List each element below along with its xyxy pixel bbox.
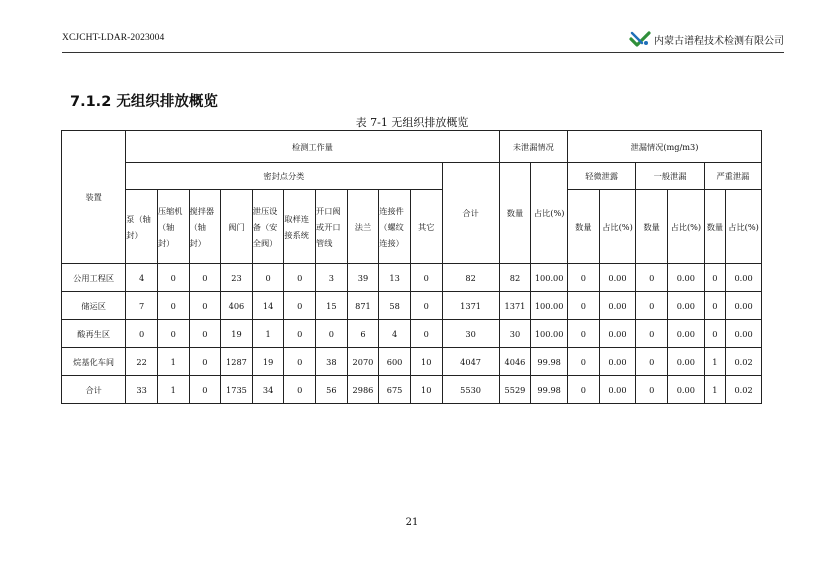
table-cell: 56: [316, 376, 348, 404]
table-cell: 1: [157, 348, 189, 376]
table-cell: 82: [499, 264, 531, 292]
document-id: XCJCHT-LDAR-2023004: [62, 33, 165, 43]
table-cell: 33: [126, 376, 158, 404]
seal-type-line: 搅拌器: [189, 205, 215, 216]
severe-leak-header: 严重泄漏: [704, 163, 761, 190]
unleaked-header: 未泄漏情况: [499, 131, 567, 163]
seal-type-line: 备（安: [252, 221, 278, 232]
severe-ratio-header: 占比(%): [726, 190, 762, 264]
table-cell: 675: [379, 376, 411, 404]
table-row: [62, 264, 762, 292]
device-name: 烷基化车间: [62, 348, 126, 376]
table-cell: 0: [284, 348, 316, 376]
seal-type-header: [157, 190, 189, 264]
table-cell: 0: [636, 292, 668, 320]
seal-type-line: 或开口: [316, 221, 341, 232]
normal-leak-header: 一般泄漏: [636, 163, 704, 190]
table-cell: 0: [189, 376, 221, 404]
table-cell: 0.00: [667, 376, 704, 404]
table-cell: 0.00: [599, 292, 636, 320]
unleaked-count-header: 数量: [499, 163, 531, 264]
table-cell: 0: [284, 376, 316, 404]
table-cell: 99.98: [531, 348, 568, 376]
table-cell: 1287: [221, 348, 253, 376]
light-leak-header: 轻微泄露: [568, 163, 636, 190]
table-cell: 5529: [499, 376, 531, 404]
seal-type-line: （螺纹: [379, 221, 404, 232]
total-header: 合计: [442, 163, 499, 264]
table-cell: 14: [252, 292, 284, 320]
table-cell: 23: [221, 264, 253, 292]
table-cell: 82: [442, 264, 499, 292]
table-cell: 34: [252, 376, 284, 404]
table-cell: 1371: [499, 292, 531, 320]
seal-type-line: 全阀）: [252, 237, 278, 248]
leak-status-header: 泄漏情况(mg/m3): [568, 131, 762, 163]
table-cell: 0: [410, 292, 442, 320]
normal-ratio-header: 占比(%): [667, 190, 704, 264]
table-cell: 15: [316, 292, 348, 320]
table-cell: 4047: [442, 348, 499, 376]
table-cell: 0: [189, 292, 221, 320]
table-cell: 0: [410, 320, 442, 348]
device-name: 酸再生区: [62, 320, 126, 348]
table-row: [62, 292, 762, 320]
table-cell: 100.00: [531, 264, 568, 292]
table-row: [62, 320, 762, 348]
table-cell: 0.00: [667, 264, 704, 292]
table-cell: 1: [157, 376, 189, 404]
table-cell: 0: [568, 292, 600, 320]
table-caption: 表 7-1 无组织排放概览: [355, 116, 469, 129]
table-cell: 1: [704, 376, 725, 404]
table-cell: 0: [189, 264, 221, 292]
table-cell: 0: [157, 292, 189, 320]
table-cell: 4: [126, 264, 158, 292]
table-cell: 0.00: [599, 376, 636, 404]
section-title: 7.1.2 无组织排放概览: [70, 94, 218, 110]
table-cell: 600: [379, 348, 411, 376]
table-cell: 0: [704, 292, 725, 320]
table-cell: 1371: [442, 292, 499, 320]
page-number: 21: [405, 517, 419, 528]
device-header: 装置: [62, 131, 126, 264]
table-cell: 0: [410, 264, 442, 292]
company-name: 内蒙古谱程技术检测有限公司: [654, 35, 784, 47]
table-cell: 0: [126, 320, 158, 348]
table-cell: 0.00: [667, 292, 704, 320]
seal-type-line: 连接）: [379, 237, 404, 248]
table-cell: 0.00: [667, 320, 704, 348]
table-cell: 10: [410, 348, 442, 376]
table-cell: 0: [636, 320, 668, 348]
table-cell: 0: [568, 348, 600, 376]
table-cell: 0: [704, 320, 725, 348]
table-cell: 1735: [221, 376, 253, 404]
seal-type-line: 其它: [418, 221, 435, 232]
table-cell: 13: [379, 264, 411, 292]
table-cell: 0: [636, 348, 668, 376]
seal-type-line: 开口阀: [316, 205, 341, 216]
seal-type-header: [316, 190, 348, 264]
seal-type-line: （轴: [189, 221, 206, 232]
table-cell: 0.00: [726, 320, 762, 348]
table-cell: 4: [379, 320, 411, 348]
seal-type-header: [221, 190, 253, 264]
normal-count-header: 数量: [636, 190, 668, 264]
seal-type-line: 封）: [189, 237, 206, 248]
seal-type-line: 封）: [126, 229, 143, 240]
table-cell: 58: [379, 292, 411, 320]
table-cell: 0: [284, 292, 316, 320]
seal-class-header: 密封点分类: [126, 163, 442, 190]
table-cell: 0: [568, 320, 600, 348]
table-cell: 1: [252, 320, 284, 348]
table-cell: 0: [568, 376, 600, 404]
seal-type-header: [284, 190, 316, 264]
table-cell: 0: [636, 264, 668, 292]
table-cell: 2986: [347, 376, 379, 404]
table-body: [62, 131, 762, 404]
device-name: 合计: [62, 376, 126, 404]
table-cell: 0: [284, 264, 316, 292]
emission-overview-table: [61, 130, 762, 404]
table-cell: 19: [221, 320, 253, 348]
table-cell: 30: [499, 320, 531, 348]
table-cell: 0.00: [667, 348, 704, 376]
table-cell: 871: [347, 292, 379, 320]
table-cell: 100.00: [531, 292, 568, 320]
seal-type-line: 管线: [316, 237, 333, 248]
seal-type-line: 压缩机: [157, 205, 183, 216]
seal-type-header: [252, 190, 284, 264]
table-cell: 10: [410, 376, 442, 404]
table-cell: 0.00: [599, 320, 636, 348]
seal-type-header: [347, 190, 379, 264]
table-cell: 0: [636, 376, 668, 404]
table-cell: 5530: [442, 376, 499, 404]
table-cell: 6: [347, 320, 379, 348]
device-name: 公用工程区: [62, 264, 126, 292]
table-cell: 0: [568, 264, 600, 292]
table-cell: 38: [316, 348, 348, 376]
seal-type-header: [410, 190, 442, 264]
light-count-header: 数量: [568, 190, 600, 264]
page-header: [62, 30, 784, 53]
table-cell: 0.00: [599, 264, 636, 292]
table-row: [62, 376, 762, 404]
table-cell: 7: [126, 292, 158, 320]
table-cell: 0.02: [726, 348, 762, 376]
table-cell: 19: [252, 348, 284, 376]
table-cell: 0: [189, 348, 221, 376]
severe-count-header: 数量: [704, 190, 725, 264]
table-cell: 0: [157, 320, 189, 348]
seal-type-line: 泵（轴: [126, 213, 151, 224]
table-cell: 39: [347, 264, 379, 292]
seal-type-header: [126, 190, 158, 264]
seal-type-line: 泄压设: [252, 205, 278, 216]
seal-type-header: [379, 190, 411, 264]
table-cell: 2070: [347, 348, 379, 376]
work-volume-header: 检测工作量: [126, 131, 499, 163]
table-cell: 1: [704, 348, 725, 376]
seal-type-line: 封）: [157, 237, 175, 248]
seal-type-header: [189, 190, 221, 264]
table-cell: 0.02: [726, 376, 762, 404]
table-cell: 406: [221, 292, 253, 320]
table-cell: 99.98: [531, 376, 568, 404]
table-cell: 0.00: [726, 292, 762, 320]
device-name: 储运区: [62, 292, 126, 320]
table-cell: 22: [126, 348, 158, 376]
table-cell: 0.00: [726, 264, 762, 292]
unleaked-ratio-header: 占比(%): [531, 163, 568, 264]
table-cell: 0: [316, 320, 348, 348]
table-cell: 0: [704, 264, 725, 292]
light-ratio-header: 占比(%): [599, 190, 636, 264]
seal-type-line: （轴: [157, 221, 175, 232]
table-cell: 0: [189, 320, 221, 348]
table-cell: 4046: [499, 348, 531, 376]
table-cell: 0: [157, 264, 189, 292]
table-cell: 3: [316, 264, 348, 292]
table-cell: 100.00: [531, 320, 568, 348]
table-cell: 0: [284, 320, 316, 348]
table-cell: 0: [252, 264, 284, 292]
seal-type-line: 法兰: [354, 221, 372, 232]
company-brand: [629, 30, 784, 48]
seal-type-line: 连接件: [379, 205, 404, 216]
table-cell: 0.00: [599, 348, 636, 376]
seal-type-line: 取样连: [284, 213, 309, 224]
seal-type-line: 接系统: [284, 229, 309, 240]
company-logo-icon: [629, 30, 651, 48]
table-row: [62, 348, 762, 376]
table-cell: 30: [442, 320, 499, 348]
seal-type-line: 阀门: [228, 221, 245, 232]
